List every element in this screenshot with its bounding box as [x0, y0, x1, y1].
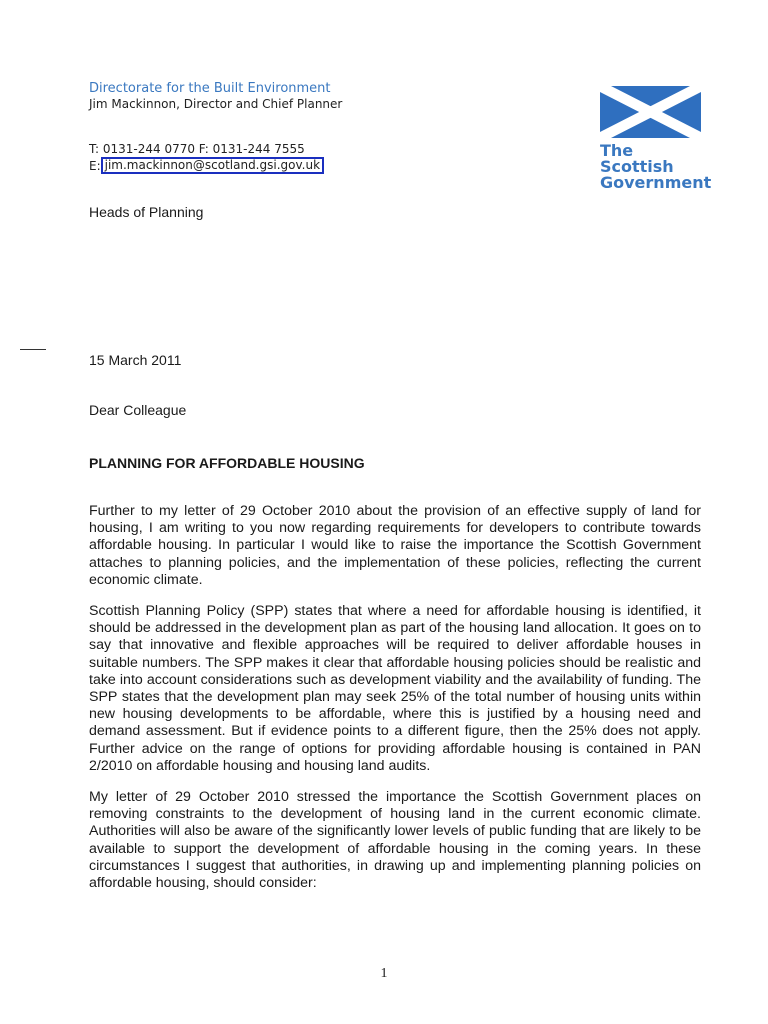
email-link[interactable]: jim.mackinnon@scotland.gsi.gov.uk — [101, 157, 324, 174]
phone-fax-line: T: 0131-244 0770 F: 0131-244 7555 — [89, 142, 305, 156]
scottish-government-logo — [600, 86, 712, 192]
logo-text — [600, 141, 712, 192]
director-name: Jim Mackinnon, Director and Chief Planner — [89, 97, 343, 111]
paragraph: Scottish Planning Policy (SPP) states that where a need for affordable housing is identified, it should be addressed in the development plan as part of the housing land allocation. It goes on to say that innovative and flexible approaches will be required to deliver affordable houses in suitable numbers. The SPP makes it clear that affordable housing policies should be realistic and take into account considerations such as development viability and the availability of funding. The SPP states that the development plan may seek 25% of the total number of housing units within new housing developments to be affordable, where this is justified by a housing need and demand assessment. But if evidence points to a different figure, then the 25% does not apply. Further advice on the range of options for providing affordable housing is contained in PAN 2/2010 on affordable housing and housing land audits. — [89, 603, 701, 774]
logo-line-1: The Scottish — [600, 141, 674, 176]
letter-body — [89, 503, 701, 906]
logo-line-2: Government — [600, 173, 712, 192]
paragraph: My letter of 29 October 2010 stressed the importance the Scottish Government places on removing constraints to the development of housing land in the current economic climate. Authorities will also be aware of the significantly lower levels of public funding that are likely to be available to support the development of affordable housing in the coming years. In these circumstances I suggest that authorities, in drawing up and implementing planning policies on affordable housing, should consider: — [89, 789, 701, 892]
subject-heading: PLANNING FOR AFFORDABLE HOUSING — [89, 455, 365, 471]
letter-date: 15 March 2011 — [89, 352, 182, 368]
email-row — [89, 157, 324, 174]
recipient: Heads of Planning — [89, 204, 204, 220]
paragraph: Further to my letter of 29 October 2010 about the provision of an effective supply of land for housing, I am writing to you now regarding requirements for developers to contribute towards affordable housing. In particular I would like to raise the importance the Scottish Government attaches to planning policies, and the implementation of these policies, reflecting the current economic climate. — [89, 503, 701, 588]
page-number: 1 — [380, 966, 388, 981]
saltire-flag-icon — [600, 86, 701, 138]
department-name: Directorate for the Built Environment — [89, 81, 331, 96]
margin-fold-mark — [20, 349, 46, 350]
salutation: Dear Colleague — [89, 402, 187, 418]
email-prefix: E: — [89, 158, 101, 173]
